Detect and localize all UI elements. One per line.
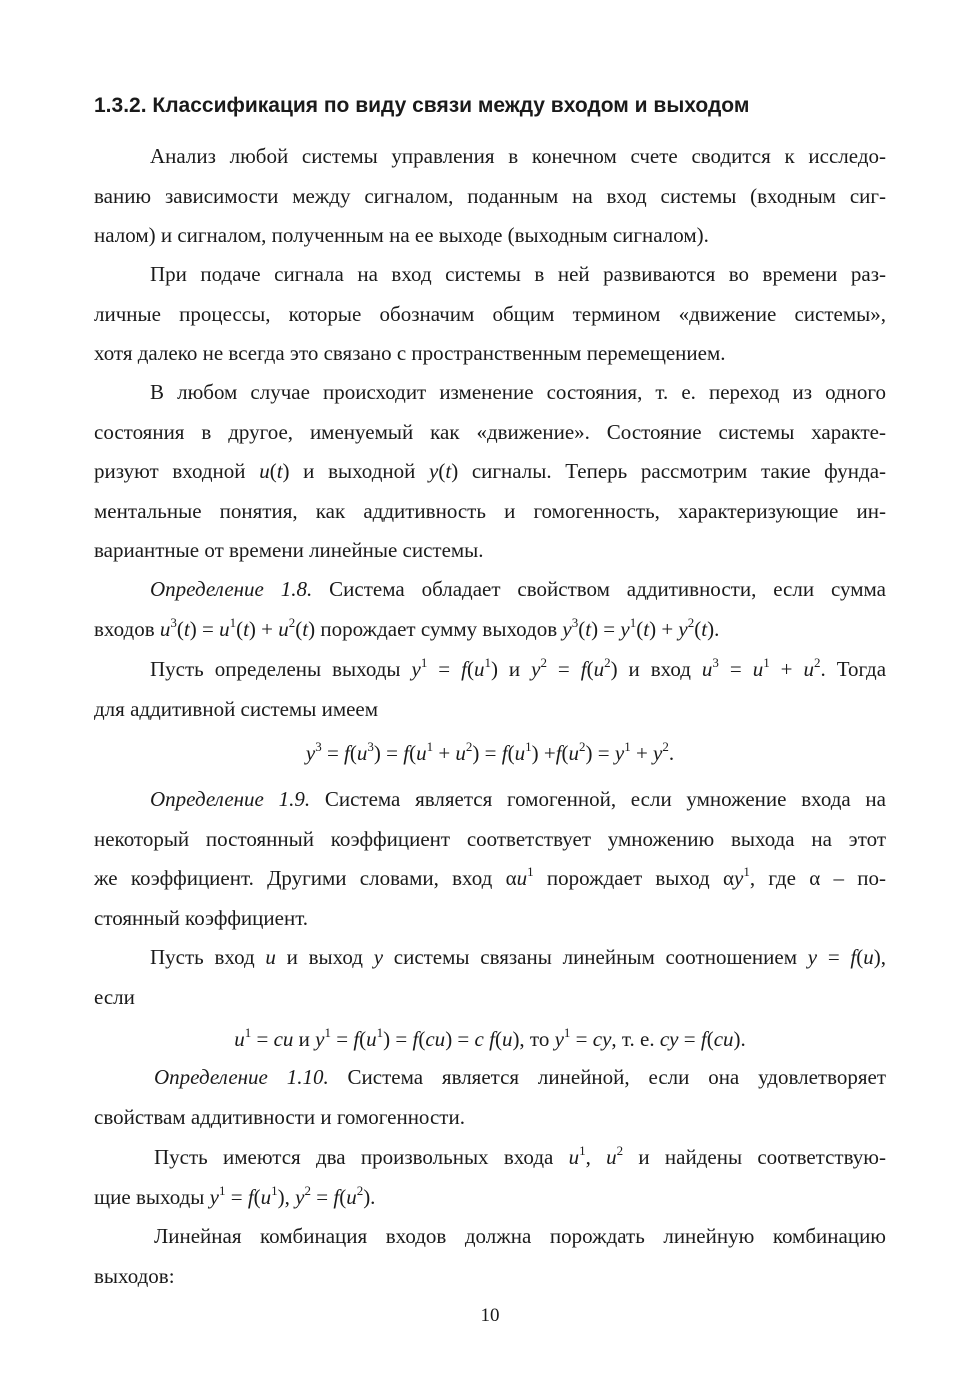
paragraph-2 xyxy=(94,255,886,374)
paragraph-1 xyxy=(94,137,886,256)
text-line: ризуют входной u(t) и выходной y(t) сигналы. Теперь рассмотрим такие фунда- xyxy=(94,459,887,484)
text-line: Определение 1.8. Система обладает свойством аддитивности, если сумма xyxy=(150,577,886,601)
text-line: Пусть вход u и выход y системы связаны линейным соотношением y = f(u), xyxy=(150,945,887,969)
text-line: Пусть имеются два произвольных входа $u^1$, $u^2$ и найдены соответствую- xyxy=(154,1143,886,1169)
text-line: Линейная комбинация входов должна порождать линейную комбинацию xyxy=(154,1224,886,1248)
paragraph-3 xyxy=(94,373,886,571)
text-line: Определение 1.10. Система является линейной, если она удовлетворяет xyxy=(154,1065,886,1089)
text-line: ментальные понятия, как аддитивность и гомогенность, характеризующие ин- xyxy=(94,498,886,523)
text-line: входов $u^3(t) = u^1(t) + u^2(t)$ порождает сумму выходов $y^3(t) = y^1(t) + y^2(t)$. xyxy=(94,614,720,641)
formula-homogeneity: $u^1$ = cu и $y^1 = f(u^1) = f(cu) = c$ f(u), то $y^1$ = cy, т. е. cy = f(cu). xyxy=(234,1025,746,1051)
definition-label: Определение 1.8. xyxy=(150,577,313,601)
text-line: налом) и сигналом, полученным на ее выходе (выходным сигналом). xyxy=(94,223,709,248)
text-line: При подаче сигнала на вход системы в ней развиваются во времени раз- xyxy=(150,262,886,286)
text-line: же коэффициент. Другими словами, вход $\alpha u^1$ порождает выход $\alpha y^1$, где α – по- xyxy=(94,864,886,891)
text-line: состояния в другое, именуемый как «движение». Состояние системы характе- xyxy=(94,419,886,444)
formula-additivity: $y^3 = f(u^3) = f(u^1 + u^2) = f(u^1) +f(u^2) = y^1 + y^2$. xyxy=(305,739,675,765)
paragraph-4 xyxy=(94,650,886,729)
text-line: щие выходы $y^1 = f(u^1)$, $y^2 = f(u^2)$. xyxy=(94,1182,376,1209)
paragraph-7 xyxy=(94,1217,886,1296)
definition-1-10 xyxy=(94,1058,886,1137)
definition-1-9 xyxy=(94,780,886,938)
paragraph-6 xyxy=(94,1138,886,1217)
text-line: вариантные от времени линейные системы. xyxy=(94,538,484,563)
section-heading: 1.3.2. Классификация по виду связи между входом и выходом xyxy=(94,94,750,117)
text-line: Анализ любой системы управления в конечном счете сводится к исследо- xyxy=(150,144,886,168)
text-line: личные процессы, которые обозначим общим термином «движение системы», xyxy=(94,301,886,326)
text-line: Определение 1.9. Система является гомогенной, если умножение входа на xyxy=(150,787,886,811)
text-line: Пусть определены выходы $y^1 = f(u^1)$ и $y^2 = f(u^2)$ и вход $u^3 = u^1 + u^2$. Тогда xyxy=(150,655,887,681)
text-line: ванию зависимости между сигналом, поданным на вход системы (входным сиг- xyxy=(94,183,886,208)
text-line: некоторый постоянный коэффициент соответствует умножению выхода на этот xyxy=(94,826,886,851)
page-number: 10 xyxy=(480,1305,500,1326)
definition-label: Определение 1.10. xyxy=(154,1065,329,1089)
text-line: свойствам аддитивности и гомогенности. xyxy=(94,1104,465,1129)
definition-1-8 xyxy=(94,570,886,649)
paragraph-5 xyxy=(94,938,886,1017)
text-line: стоянный коэффициент. xyxy=(94,905,309,930)
text-line: выходов: xyxy=(94,1263,175,1288)
text-line: В любом случае происходит изменение состояния, т. е. переход из одного xyxy=(150,380,886,404)
text-line: для аддитивной системы имеем xyxy=(94,696,379,721)
text-line: если xyxy=(94,984,135,1009)
text-line: хотя далеко не всегда это связано с пространственным перемещением. xyxy=(94,341,726,366)
definition-label: Определение 1.9. xyxy=(150,787,311,811)
